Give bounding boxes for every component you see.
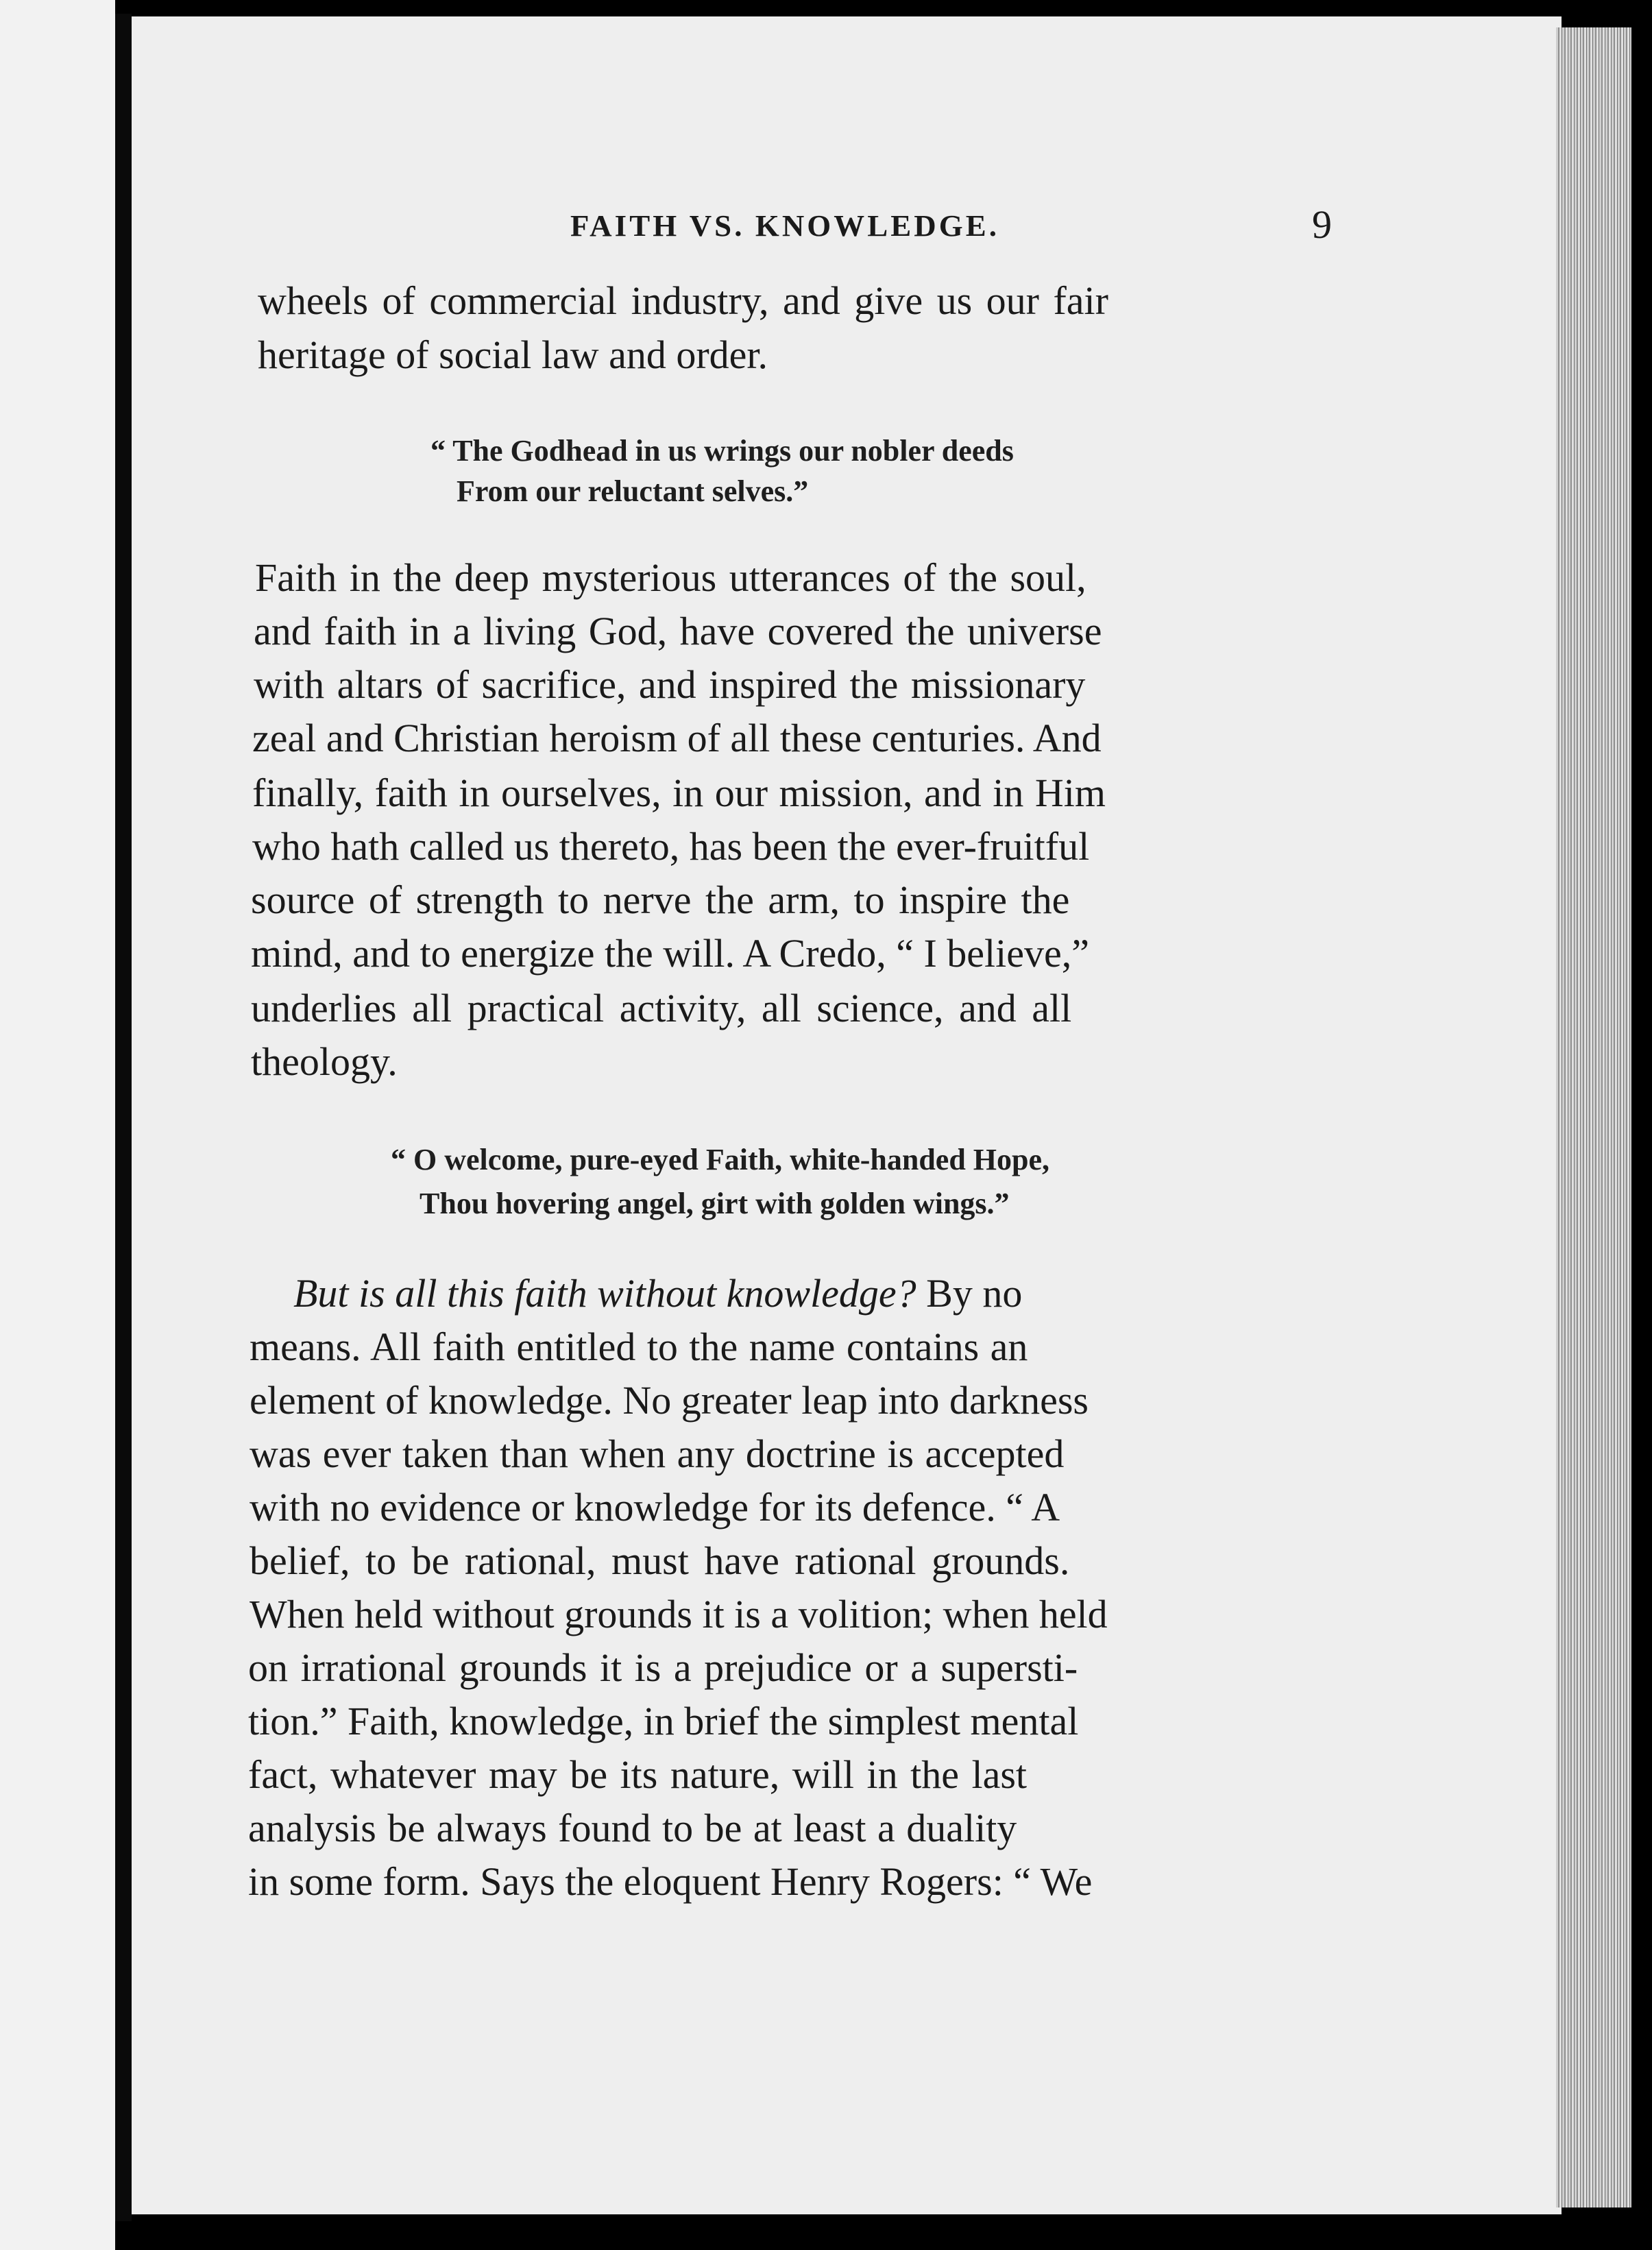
text-line: tion.” Faith, knowledge, in brief the simplest mental (248, 1699, 1079, 1743)
text-line: Faith in the deep mysterious utterances of the soul, (255, 555, 1086, 600)
text-line: When held without grounds it is a volition; when held (250, 1592, 1108, 1636)
quote-line: “ O welcome, pure-eyed Faith, white-handed Hope, (391, 1143, 1050, 1176)
italic-question: But is all this faith without knowledge? (293, 1271, 916, 1316)
text-line: with altars of sacrifice, and inspired the missionary (254, 662, 1086, 707)
text-line (293, 1271, 1023, 1316)
text-line: with no evidence or knowledge for its defence. “ A (250, 1485, 1060, 1529)
running-head (132, 192, 1556, 247)
quote-line: From our reluctant selves.” (457, 474, 809, 508)
text-line: was ever taken than when any doctrine is accepted (250, 1431, 1065, 1476)
text-run: By no (916, 1271, 1023, 1316)
text-line: zeal and Christian heroism of all these centuries. And (252, 716, 1102, 760)
text-line: element of knowledge. No greater leap into darkness (250, 1378, 1089, 1423)
text-line: belief, to be rational, must have rational grounds. (250, 1538, 1070, 1583)
text-line: mind, and to energize the will. A Credo, “ I believe,” (251, 931, 1090, 976)
text-line: source of strength to nerve the arm, to inspire the (251, 878, 1070, 922)
text-line: means. All faith entitled to the name contains an (250, 1324, 1028, 1369)
text-line: and faith in a living God, have covered the universe (254, 609, 1102, 653)
text-line: finally, faith in ourselves, in our mission, and in Him (252, 771, 1106, 815)
text-line: wheels of commercial industry, and give us our fair (258, 278, 1108, 323)
text-line: heritage of social law and order. (258, 332, 768, 377)
text-line: theology. (251, 1039, 398, 1084)
quote-line: “ The Godhead in us wrings our nobler deeds (430, 434, 1014, 468)
right-border (1631, 0, 1652, 2250)
facing-page-edge (0, 0, 115, 2250)
text-line: who hath called us thereto, has been the ever-fruitful (252, 824, 1090, 869)
book-page (132, 16, 1562, 2214)
page-edges-stack (1556, 27, 1631, 2207)
text-line: on irrational grounds it is a prejudice or a supersti- (248, 1645, 1078, 1690)
book-gutter (115, 14, 132, 2221)
text-line: underlies all practical activity, all science, and all (251, 986, 1072, 1030)
page-number: 9 (1312, 202, 1332, 247)
running-title: FAITH VS. KNOWLEDGE. (570, 209, 1000, 243)
text-line: analysis be always found to be at least a duality (248, 1806, 1017, 1850)
text-line: fact, whatever may be its nature, will in the last (248, 1752, 1028, 1797)
text-line: in some form. Says the eloquent Henry Rogers: “ We (248, 1859, 1093, 1904)
quote-line: Thou hovering angel, girt with golden wings.” (420, 1187, 1010, 1220)
